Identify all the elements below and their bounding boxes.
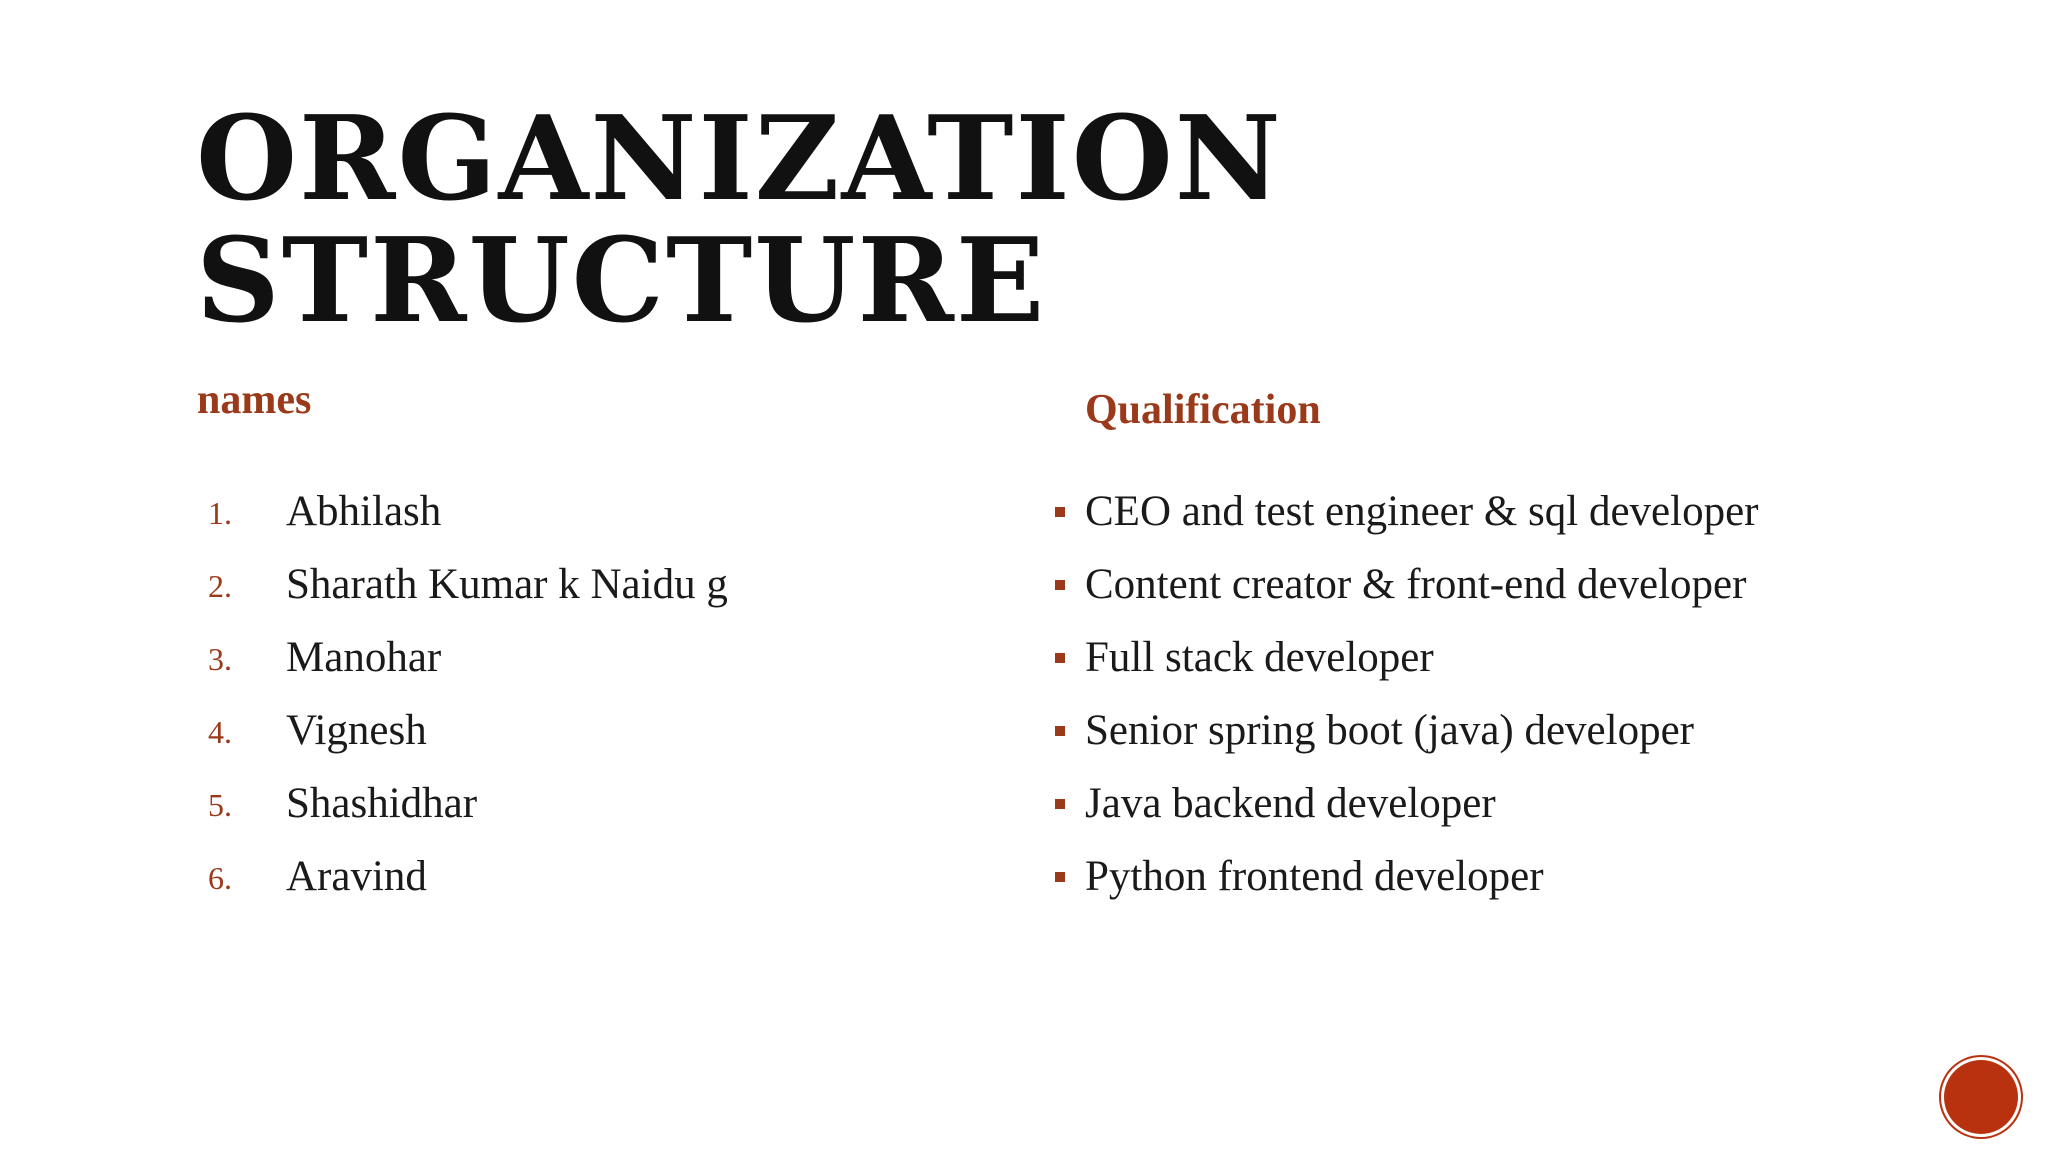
qualification-heading: Qualification bbox=[1085, 387, 1321, 433]
qualification-text: Java backend developer bbox=[1085, 780, 1496, 827]
list-number: 1. bbox=[208, 495, 232, 531]
name-text: Aravind bbox=[286, 853, 427, 900]
square-bullet-icon bbox=[1055, 872, 1065, 882]
list-number: 3. bbox=[208, 641, 232, 677]
qualification-text: CEO and test engineer & sql developer bbox=[1085, 488, 1759, 535]
names-heading: names bbox=[197, 377, 312, 423]
name-text: Vignesh bbox=[286, 707, 427, 754]
qualification-text: Python frontend developer bbox=[1085, 853, 1544, 900]
name-text: Abhilash bbox=[286, 488, 442, 535]
title-line-2: STRUCTURE bbox=[196, 213, 1047, 349]
slide-title bbox=[196, 91, 1283, 349]
square-bullet-icon bbox=[1055, 507, 1065, 517]
title-line-1: ORGANIZATION bbox=[196, 91, 1283, 227]
list-number: 2. bbox=[208, 568, 232, 604]
name-text: Sharath Kumar k Naidu g bbox=[286, 561, 728, 608]
qualification-text: Senior spring boot (java) developer bbox=[1085, 707, 1694, 754]
square-bullet-icon bbox=[1055, 653, 1065, 663]
square-bullet-icon bbox=[1055, 726, 1065, 736]
list-number: 4. bbox=[208, 714, 232, 750]
slide-number-badge-icon bbox=[1944, 1060, 2018, 1134]
list-number: 6. bbox=[208, 860, 232, 896]
list-number: 5. bbox=[208, 787, 232, 823]
qualification-text: Full stack developer bbox=[1085, 634, 1434, 681]
qualification-text: Content creator & front-end developer bbox=[1085, 561, 1747, 608]
name-text: Manohar bbox=[286, 634, 442, 681]
name-text: Shashidhar bbox=[286, 780, 478, 827]
square-bullet-icon bbox=[1055, 799, 1065, 809]
square-bullet-icon bbox=[1055, 580, 1065, 590]
